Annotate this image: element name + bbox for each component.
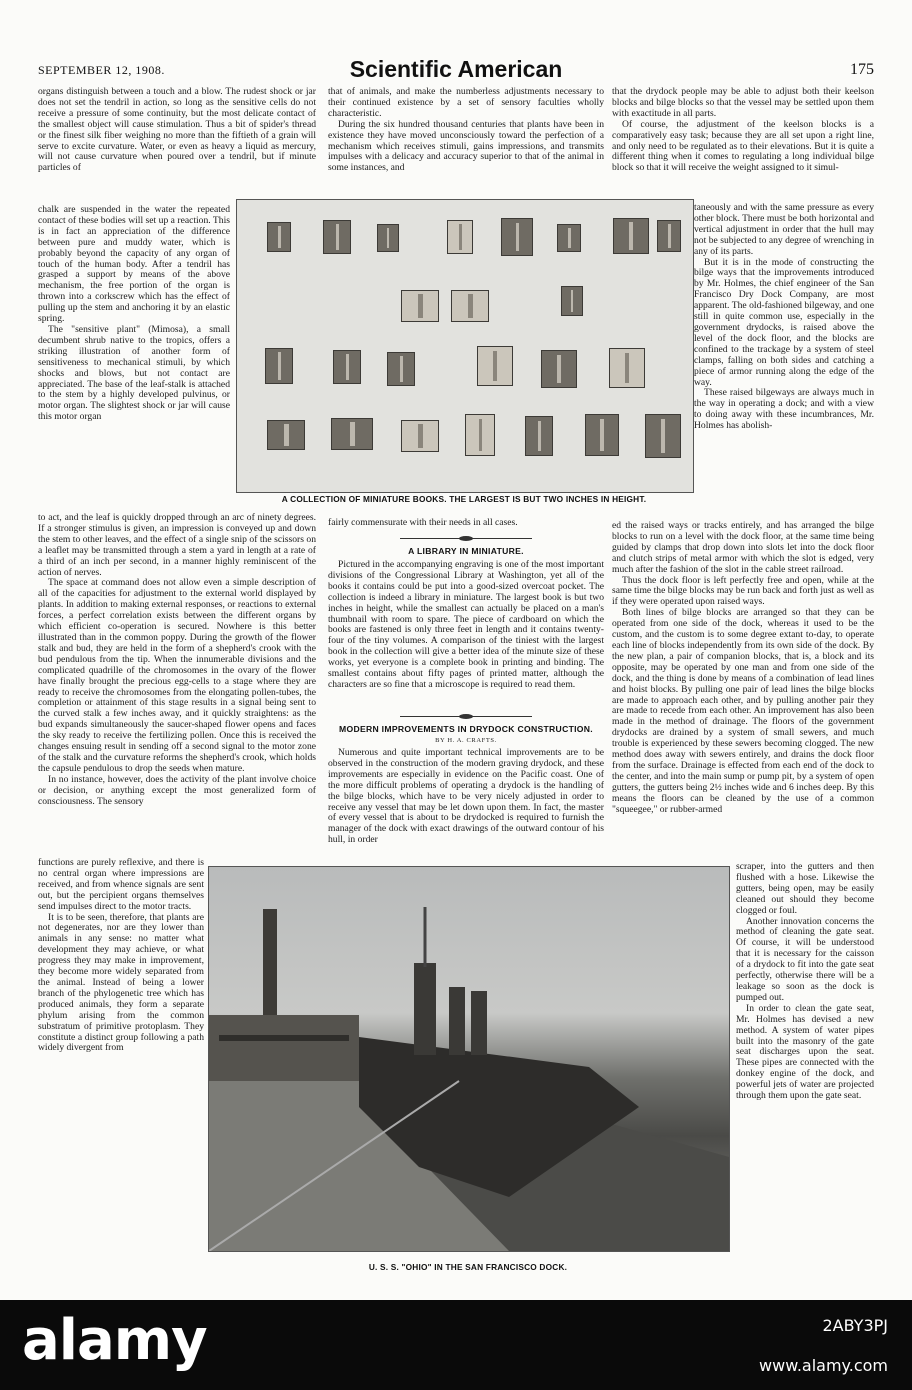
book-image — [609, 348, 645, 388]
book-image — [645, 414, 681, 458]
watermark-url: www.alamy.com — [759, 1356, 888, 1375]
col1-narrow-bottom — [38, 858, 204, 1270]
miniature-books-photo — [236, 199, 694, 493]
section-divider — [400, 538, 532, 539]
ship-funnel — [449, 987, 465, 1055]
paragraph: scraper, into the gutters and then flushed with a hose. Likewise the gutters, being open, may be easily cleaned out should they become clogged or foul. — [736, 862, 874, 916]
book-image — [657, 220, 681, 252]
book-image — [331, 418, 373, 450]
paragraph: In no instance, however, does the activity of the plant involve choice or decision, or anything except the most generalized form of consciousness. The sensory — [38, 773, 316, 807]
paragraph: But it is in the mode of constructing the bilge ways that the improvements introduced by Mr. Holmes, the chief engineer of the San Francisco Dry Dock Company, are most apparent. The old-fashioned bilgeway, and one still in quite common use, especially in the government drydocks, is raised above the level of the dock floor, and the blocks are confined to the trackage by a system of steel clamps, falling on both sides and catching a piece of armor running along the edge of the way. — [694, 256, 874, 388]
paragraph: The space at command does not allow even a simple description of all of the capacities for adjustment to the external world displayed by plants. In addition to making external responses, or reactions to external forces, a perfect correlation exists between the different organs by which efficient co-operation is secured. Nowhere is this better illustrated than in the common poppy. During the growth of the flower stalk and bud, they are held in the form of a shepherd's crook with the bud pendulous from the tip. When the innumerable divisions and the complicated quadrille of the chromosomes in the ovary of the flower have finally brought the precious egg-cells to a stage where they are ready to receive the chromosomes from the elongating pollen-tubes, the completion or attainment of this stage results in a signal being sent to the curved stalk a few inches away, and it quickly straightens: as the bud expands simultaneously the saucer-shaped flower opens and faces the sky ready to receive the fertilizing pollen. Once this is received the changes ensuing result in sending off a second signal to the motor zone of the stalk and the curvature reforms the shepherd's crook, which holds the capsule pendulous to drop the seeds when mature. — [38, 577, 316, 774]
book-image — [541, 350, 577, 388]
book-image — [401, 290, 439, 322]
book-image — [477, 346, 513, 386]
paragraph: The "sensitive plant" (Mimosa), a small decumbent shrub native to the tropics, offers a striking illustration of another form of sensitiveness to mechanical stimuli, by which shocks and blows, but not contact are appreciated. The base of the leaf-stalk is attached to the stem by a highly developed pulvinus, or motor organ. The slightest shock or jar will cause this motor organ — [38, 323, 230, 423]
col3-full-block — [612, 521, 874, 862]
ship-funnel — [471, 991, 487, 1055]
alamy-logo: alamy — [22, 1308, 207, 1373]
paragraph: Thus the dock floor is left perfectly free and open, while at the same time the bilge blocks may be run back and forth just as well as if they were operated upon raised ways. — [612, 574, 874, 608]
book-image — [265, 348, 293, 384]
book-image — [377, 224, 399, 252]
col1-full-block — [38, 513, 316, 858]
drydock-byline: BY H. A. CRAFTS. — [435, 737, 497, 744]
book-image — [501, 218, 533, 256]
paragraph: Of course, the adjustment of the keelson blocks is a comparatively easy task; because they are all set upon a right line, and only need to be regulated as to their elevations. But it is quite a different thing when it comes to regulating a long individual bilge block so that it will receive the weight assigned to it simul- — [612, 118, 874, 174]
paragraph: chalk are suspended in the water the repeated contact of these bodies will set up a reaction. This is in fact an appreciation of the difference between pure and muddy water, which is probably beyond the capacity of any organ of touch of the human body. After a tendril has grasped a support by means of the above mechanism, the free portion of the organ is thrown into a corkscrew which has the effect of pulling up the stem and anchoring it by an elastic spring. — [38, 205, 230, 325]
paragraph: organs distinguish between a touch and a blow. The rudest shock or jar does not set the tendril in action, so long as the sensitive cells do not receive a pressure of some continuity, but the most delicate contact of the smallest object will cause stimulation. Thus a bit of spider's thread or the finest silk fiber weighing no more than the fiftieth of a grain will serve to excite curvature. Water, or even as heavy a liquid as mercury, will not cause curvature when poured over a tendril, but if minute particles of — [38, 87, 316, 174]
book-image — [557, 224, 581, 252]
paragraph: that of animals, and make the numberless adjustments necessary to their continued existence by a set of sensory faculties wholly characteristic. — [328, 87, 604, 119]
paragraph: Pictured in the accompanying engraving is one of the most important divisions of the Congressional Library at Washington, yet all of the books it contains could be put into a good-sized overcoat pocket. The collection is indeed a library in miniature. The largest book is but two inches in height, while the smallest can actually be placed on a man's thumbnail with room to spare. The piece of cardboard on which the books are fastened is only three feet in length and it contains twenty-four of the tiny volumes. A comparison of the tiniest with the largest book in the collection will give a better idea of the minute size of these works, yet everyone is a complete book in printing and binding. The smallest contains about fifty pages of printed matter, although the characters are so fine that a microscope is required to read them. — [328, 560, 604, 690]
book-image — [451, 290, 489, 322]
shed-stripe — [219, 1035, 349, 1041]
drydock-heading: MODERN IMPROVEMENTS IN DRYDOCK CONSTRUCTION. — [339, 724, 593, 734]
page-number: 175 — [850, 61, 874, 78]
book-image — [585, 414, 619, 456]
book-image — [465, 414, 495, 456]
book-image — [447, 220, 473, 254]
book-image — [267, 222, 291, 252]
col3-top — [612, 87, 874, 203]
paragraph: It is to be seen, therefore, that plants are not degenerates, nor are they lower than animals in any sense: no matter what development they may achieve, or what progress they may make in improvement, they become more widely separated from the animal. Instead of being a lower branch of the phylogenetic tree which has produced animals, they form a separate phylum arising from the common substratum of primitive protoplasm. They constitute a distinct group following a path widely divergent from — [38, 911, 204, 1054]
paragraph: to act, and the leaf is quickly dropped through an arc of ninety degrees. If a stronger stimulus is given, an impression is conveyed up and down the stem to other leaves, and the effect of a single snip of the scissors on a leaflet may be transmitted through a stem a yard in length at a rate of a third of an inch per second, in a manner highly reminiscent of the action of nerves. — [38, 513, 316, 578]
ship-drydock-illustration — [209, 867, 729, 1251]
ship-caption: U. S. S. "OHIO" IN THE SAN FRANCISCO DOCK. — [368, 1262, 568, 1272]
book-image — [613, 218, 649, 254]
paragraph: functions are purely reflexive, and there is no central organ where impressions are received, and from whence signals are sent out, but the percipient organs themselves send impulses direct to the motor tracts. — [38, 858, 204, 912]
library-article — [328, 560, 604, 710]
col1-intro — [38, 87, 316, 205]
issue-date: SEPTEMBER 12, 1908. — [38, 63, 165, 77]
paragraph: ed the raised ways or tracks entirely, and has arranged the bilge blocks to run on a level with the dock floor, at the same time being guided by clamps that drop down into slots let into the dock floor and clutch strips of metal armor with which the slot is edged, very much after the fashion of the slot in the cable street railroad. — [612, 521, 874, 575]
masthead-title: Scientific American — [349, 56, 563, 82]
paragraph: These raised bilgeways are always much in the way in operating a dock; and with a view to doing away with these incumbrances, Mr. Holmes has abolish- — [694, 387, 874, 432]
dock-shed — [209, 1015, 359, 1081]
paragraph: Both lines of bilge blocks are arranged so that they can be operated from one side of the dock, whereas it used to be the custom, and the custom is to some degree extant to-day, to operate each line of blocks independently from its own side of the dock. By the new plan, a pair of companion blocks, that is, a block and its opposite, may be operated by one man and from one side of the dock, and the thing is done by means of a combination of lead lines and hoist blocks. By pulling one pair of lead lines the bilge blocks are made to approach each other, and by pulling another pair they are made to recede from each other. An improvement has also been made in the method of drainage. The floors of the government drydocks are drained by a system of small sewers, and much trouble is experienced by these sewers becoming clogged. The new method does away with sewers entirely, and drains the dock floor from the surface. Drainage is effected from each end of the dock to the center, and into the main sump or pump pit, by a system of open gutters, the gutters being 2½ inches wide and 6 inches deep. By this means the floors can be cleaned by the use of a common "squeegee," or rubber-armed — [612, 607, 874, 815]
paragraph: In order to clean the gate seat, Mr. Holmes has devised a new method. A system of water pipes built into the masonry of the gate seat discharges upon the seat. These pipes are connected with the donkey engine of the dock, and powerful jets of water are projected through them upon the gate seat. — [736, 1002, 874, 1102]
book-image — [525, 416, 553, 456]
paragraph: taneously and with the same pressure as every other block. There must be both horizontal and vertical adjustment in order that the hull may not be subjected to any degree of wrenching in any of its parts. — [694, 203, 874, 257]
book-image — [401, 420, 439, 452]
section-divider — [400, 716, 532, 717]
books-caption: A COLLECTION OF MINIATURE BOOKS. THE LARGEST IS BUT TWO INCHES IN HEIGHT. — [281, 494, 647, 504]
uss-ohio-photo — [208, 866, 730, 1252]
col3-narrow-block — [694, 203, 874, 521]
book-image — [387, 352, 415, 386]
paragraph: Numerous and quite important technical improvements are to be observed in the construction of the modern graving drydock, and these improvements are especially in evidence on the Pacific coast. One of the more difficult problems of operating a drydock is the handling of the bilge blocks, which have to be very nicely adjusted in order to receive any vessel that may be let down upon them. In fact, the master of every vessel that is about to be drydocked is required to furnish the manager of the dock with exact drawings of the outward contour of his hull, in order — [328, 748, 604, 846]
paragraph: During the six hundred thousand centuries that plants have been in existence they have moved unconsciously toward the perfection of a mechanism which receives stimuli, gains impressions, and transmits impulses with a delicacy and accuracy superior to that of the animal in some instances, and — [328, 118, 604, 174]
drydock-article-start — [328, 748, 604, 860]
col2-top — [328, 87, 604, 195]
paragraph: fairly commensurate with their needs in all cases. — [328, 518, 518, 528]
paragraph: Another innovation concerns the method of cleaning the gate seat. Of course, it will be understood that it is necessary for the caisson of a drydock to fit into the gate seat perfectly, otherwise there will be a leakage so soon as the dock is pumped out. — [736, 915, 874, 1003]
col1-narrow-block — [38, 205, 230, 511]
library-heading: A LIBRARY IN MINIATURE. — [408, 546, 524, 556]
book-image — [323, 220, 351, 254]
book-image — [561, 286, 583, 316]
col2-after-photo — [328, 518, 604, 530]
stock-image-id: 2ABY3PJ — [822, 1316, 888, 1335]
book-image — [267, 420, 305, 450]
paragraph: that the drydock people may be able to adjust both their keelson blocks and bilge blocks so that the vessel may be settled upon them with exactitude in all parts. — [612, 87, 874, 119]
ship-mast — [414, 963, 436, 1055]
book-image — [333, 350, 361, 384]
col3-narrow-bottom — [736, 862, 874, 1270]
